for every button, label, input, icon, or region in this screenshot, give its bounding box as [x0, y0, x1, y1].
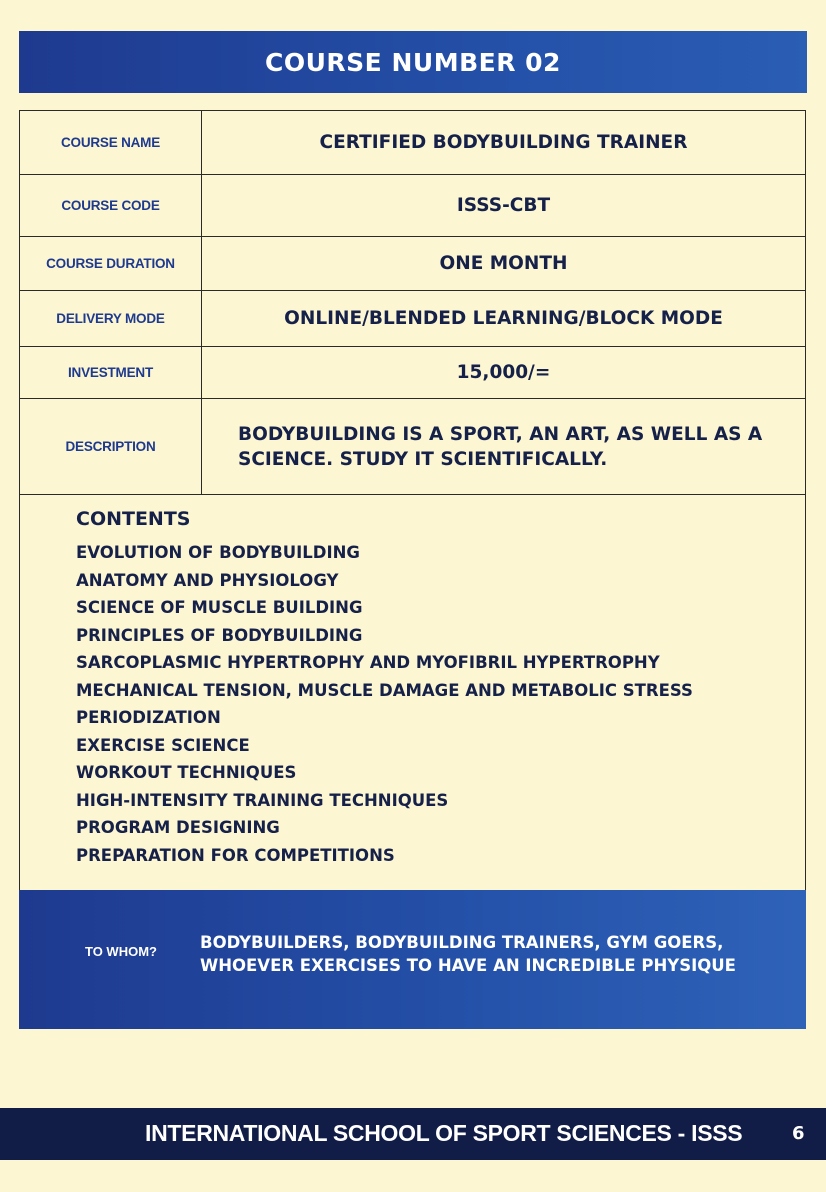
investment-label: INVESTMENT — [20, 347, 202, 399]
course-code-value: ISSS-CBT — [202, 175, 806, 237]
course-number-banner — [19, 31, 807, 93]
page-number: 6 — [792, 1123, 805, 1144]
contents-list — [76, 542, 693, 872]
course-name-value: CERTIFIED BODYBUILDING TRAINER — [202, 111, 806, 175]
course-name-label: COURSE NAME — [20, 111, 202, 175]
contents-heading: CONTENTS — [76, 508, 191, 530]
row-delivery-mode — [20, 291, 806, 347]
investment-value: 15,000/= — [202, 347, 806, 399]
row-course-duration — [20, 237, 806, 291]
contents-section — [19, 494, 806, 890]
description-label: DESCRIPTION — [20, 399, 202, 495]
contents-item: SARCOPLASMIC HYPERTROPHY AND MYOFIBRIL HYPERTROPHY — [76, 653, 660, 672]
contents-item: HIGH-INTENSITY TRAINING TECHNIQUES — [76, 790, 449, 810]
delivery-mode-label: DELIVERY MODE — [20, 291, 202, 347]
footer-bar — [0, 1108, 826, 1160]
contents-item: EXERCISE SCIENCE — [76, 735, 250, 755]
contents-item: PROGRAM DESIGNING — [76, 818, 280, 837]
contents-item: ANATOMY AND PHYSIOLOGY — [76, 570, 339, 590]
contents-item: SCIENCE OF MUSCLE BUILDING — [76, 598, 363, 617]
contents-item: PRINCIPLES OF BODYBUILDING — [76, 625, 363, 645]
course-info-table — [19, 110, 806, 495]
to-whom-label: TO WHOM? — [85, 944, 157, 959]
contents-item: PERIODIZATION — [76, 708, 221, 727]
course-number-title: COURSE NUMBER 02 — [265, 47, 561, 77]
course-duration-label: COURSE DURATION — [20, 237, 202, 291]
contents-item: PREPARATION FOR COMPETITIONS — [76, 845, 395, 865]
delivery-mode-value: ONLINE/BLENDED LEARNING/BLOCK MODE — [202, 291, 806, 347]
contents-item: MECHANICAL TENSION, MUSCLE DAMAGE AND METABOLIC STRESS — [76, 680, 693, 700]
target-audience-text: BODYBUILDERS, BODYBUILDING TRAINERS, GYM GOERS, WHOEVER EXERCISES TO HAVE AN INCREDIBLE PHYSIQUE — [200, 933, 736, 975]
course-code-label: COURSE CODE — [20, 175, 202, 237]
row-course-name — [20, 111, 806, 175]
row-description — [20, 399, 806, 495]
row-course-code — [20, 175, 806, 237]
target-audience-section — [19, 890, 806, 1029]
row-investment — [20, 347, 806, 399]
contents-item: EVOLUTION OF BODYBUILDING — [76, 543, 360, 562]
description-value: BODYBUILDING IS A SPORT, AN ART, AS WELL AS A SCIENCE. STUDY IT SCIENTIFICALLY. — [202, 399, 806, 495]
course-duration-value: ONE MONTH — [202, 237, 806, 291]
school-name: INTERNATIONAL SCHOOL OF SPORT SCIENCES - ISSS — [145, 1120, 743, 1146]
contents-item: WORKOUT TECHNIQUES — [76, 763, 297, 782]
